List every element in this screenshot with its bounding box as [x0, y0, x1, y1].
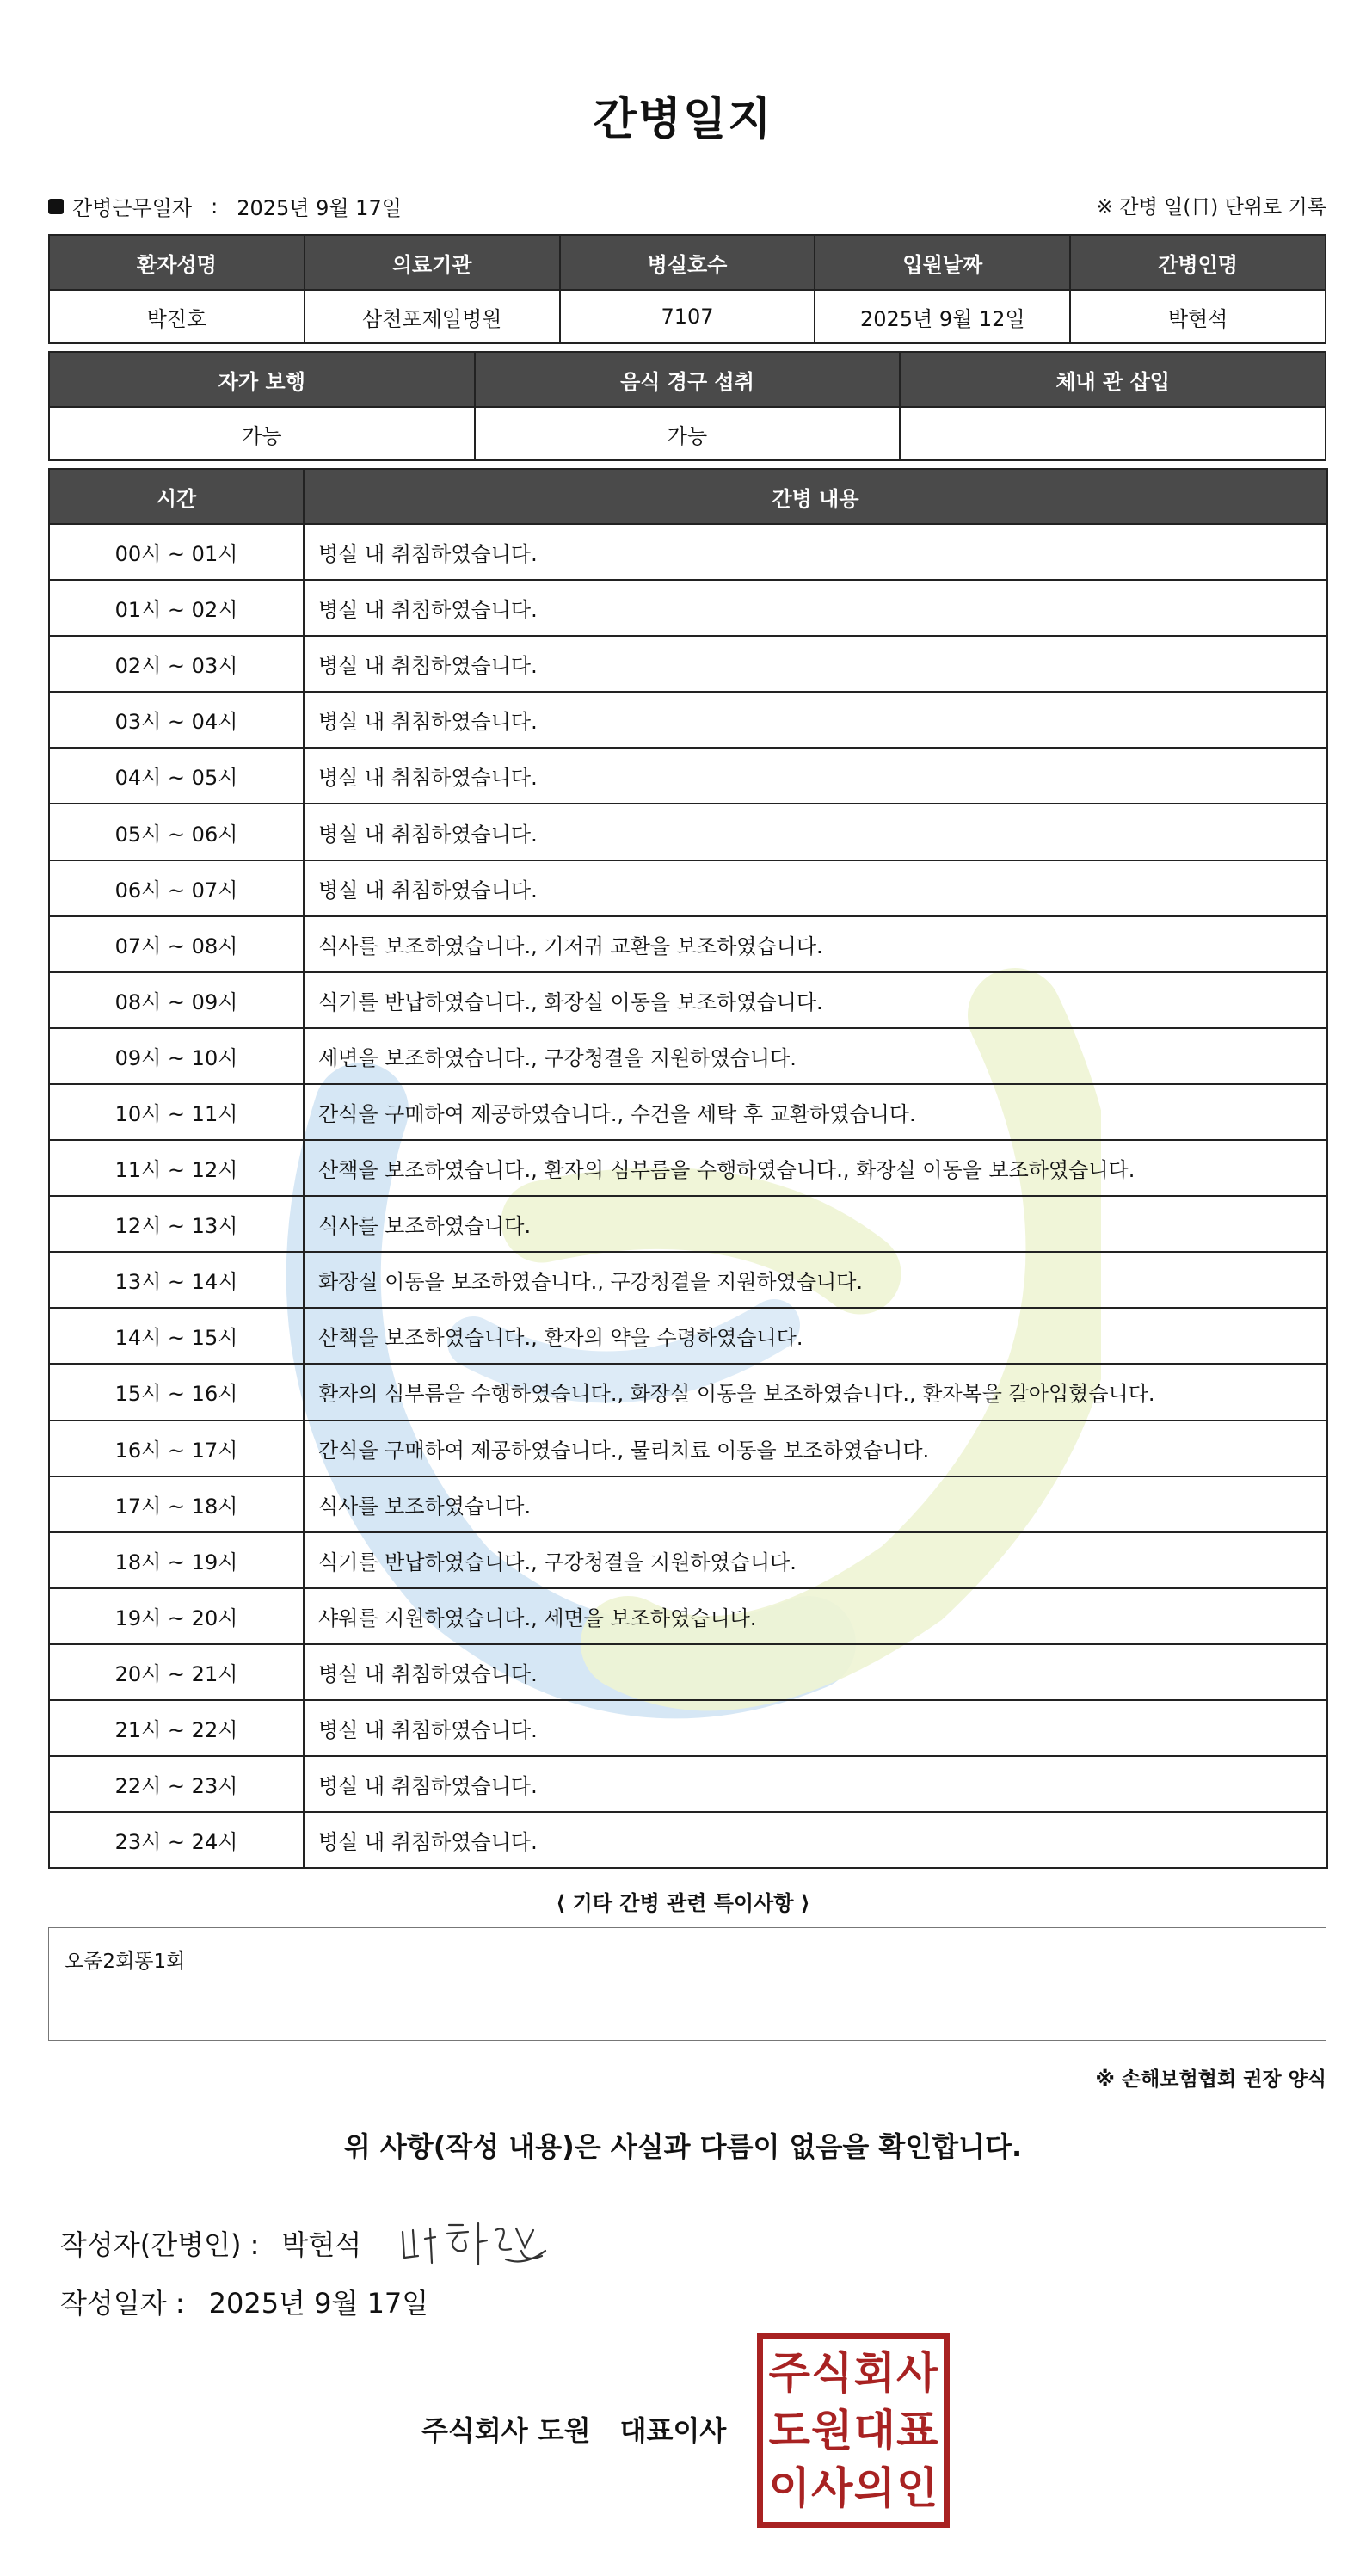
care-log-content: 병실 내 취침하였습니다.: [304, 748, 1327, 804]
seal-character: 의: [853, 2462, 895, 2513]
footnote: ※ 손해보험협회 권장 양식: [1095, 2068, 1326, 2091]
seal-character: 이: [768, 2462, 810, 2513]
writer-label: 작성자(간병인) :: [60, 2228, 260, 2261]
care-log-row: [49, 1196, 1327, 1252]
patient-info-value-row: [49, 290, 1326, 343]
self-walking-value: 가능: [49, 407, 475, 460]
care-log-table: [48, 468, 1328, 1869]
seal-character: 식: [811, 2348, 853, 2399]
header-tube-insertion: 체내 관 삽입: [900, 352, 1326, 407]
writer-row: [60, 2213, 551, 2273]
company-name: 주식회사 도원: [421, 2414, 591, 2447]
care-log-time: 17시 ~ 18시: [49, 1476, 304, 1532]
care-log-row: [49, 1308, 1327, 1364]
care-log-row: [49, 1420, 1327, 1476]
seal-character: 도: [768, 2405, 810, 2456]
header-room-number: 병실호수: [560, 235, 815, 290]
care-log-content: 병실 내 취침하였습니다.: [304, 580, 1327, 636]
care-log-time: 09시 ~ 10시: [49, 1028, 304, 1084]
care-log-content: 간식을 구매하여 제공하였습니다., 물리치료 이동을 보조하였습니다.: [304, 1420, 1327, 1476]
care-log-time: 16시 ~ 17시: [49, 1420, 304, 1476]
hospital-value: 삼천포제일병원: [305, 290, 560, 343]
seal-character: 대: [853, 2405, 895, 2456]
seal-character: 원: [811, 2405, 853, 2456]
header-self-walking: 자가 보행: [49, 352, 475, 407]
bullet-square-icon: [48, 199, 64, 214]
care-log-time: 18시 ~ 19시: [49, 1532, 304, 1588]
care-log-content: 샤워를 지원하였습니다., 세면을 보조하였습니다.: [304, 1588, 1327, 1644]
care-log-content: 산책을 보조하였습니다., 환자의 약을 수령하였습니다.: [304, 1308, 1327, 1364]
care-log-row: [49, 748, 1327, 804]
ability-header-row: [49, 352, 1326, 407]
care-log-time: 13시 ~ 14시: [49, 1252, 304, 1308]
care-log-row: [49, 1532, 1327, 1588]
meta-row: [48, 191, 1326, 225]
ability-value-row: [49, 407, 1326, 460]
care-log-header-row: [49, 469, 1327, 524]
care-log-content: 식기를 반납하였습니다., 구강청결을 지원하였습니다.: [304, 1532, 1327, 1588]
header-admission-date: 입원날짜: [815, 235, 1070, 290]
care-log-time: 01시 ~ 02시: [49, 580, 304, 636]
care-log-content: 병실 내 취침하였습니다.: [304, 636, 1327, 692]
care-log-row: [49, 1028, 1327, 1084]
care-log-content: 병실 내 취침하였습니다.: [304, 1812, 1327, 1868]
care-log-row: [49, 916, 1327, 972]
caregiver-name-value: 박현석: [1070, 290, 1326, 343]
care-log-time: 14시 ~ 15시: [49, 1308, 304, 1364]
care-log-row: [49, 1812, 1327, 1868]
tube-insertion-value: [900, 407, 1326, 460]
care-log-content: 병실 내 취침하였습니다.: [304, 804, 1327, 860]
page-title: 간병일지: [593, 94, 773, 145]
care-log-time: 15시 ~ 16시: [49, 1364, 304, 1420]
care-log-content: 병실 내 취침하였습니다.: [304, 1756, 1327, 1812]
care-log-row: [49, 1364, 1327, 1420]
care-log-row: [49, 1756, 1327, 1812]
care-log-content: 간식을 구매하여 제공하였습니다., 수건을 세탁 후 교환하였습니다.: [304, 1084, 1327, 1140]
care-log-row: [49, 1588, 1327, 1644]
care-log-content: 식사를 보조하였습니다.: [304, 1196, 1327, 1252]
care-log-content: 병실 내 취침하였습니다.: [304, 524, 1327, 580]
ability-table: [48, 351, 1326, 461]
seal-character: 표: [896, 2405, 938, 2456]
care-log-row: [49, 1476, 1327, 1532]
written-date-label: 작성일자 :: [60, 2287, 185, 2320]
work-date-label: 간병근무일자: [72, 196, 193, 220]
care-log-time: 02시 ~ 03시: [49, 636, 304, 692]
written-date-row: [60, 2282, 428, 2321]
care-log-content: 세면을 보조하였습니다., 구강청결을 지원하였습니다.: [304, 1028, 1327, 1084]
care-log-row: [49, 1084, 1327, 1140]
care-log-content: 병실 내 취침하였습니다.: [304, 1700, 1327, 1756]
care-log-content: 식사를 보조하였습니다., 기저귀 교환을 보조하였습니다.: [304, 916, 1327, 972]
care-log-time: 04시 ~ 05시: [49, 748, 304, 804]
care-log-content: 병실 내 취침하였습니다.: [304, 692, 1327, 748]
header-time: 시간: [49, 469, 304, 524]
seal-character: 회: [853, 2348, 895, 2399]
header-patient-name: 환자성명: [49, 235, 305, 290]
care-log-row: [49, 580, 1327, 636]
seal-character: 사: [896, 2348, 938, 2399]
notes-content: 오줌2회똥1회: [65, 1950, 186, 1973]
care-log-time: 00시 ~ 01시: [49, 524, 304, 580]
care-log-time: 10시 ~ 11시: [49, 1084, 304, 1140]
care-log-time: 21시 ~ 22시: [49, 1700, 304, 1756]
patient-info-table: [48, 234, 1326, 344]
room-number-value: 7107: [560, 290, 815, 343]
header-oral-intake: 음식 경구 섭취: [475, 352, 901, 407]
care-log-time: 05시 ~ 06시: [49, 804, 304, 860]
work-date-separator: :: [211, 194, 218, 219]
care-log-time: 03시 ~ 04시: [49, 692, 304, 748]
care-log-row: [49, 860, 1327, 916]
seal-character: 인: [896, 2462, 938, 2513]
care-log-time: 11시 ~ 12시: [49, 1140, 304, 1196]
care-log-time: 19시 ~ 20시: [49, 1588, 304, 1644]
care-log-content: 식사를 보조하였습니다.: [304, 1476, 1327, 1532]
handwritten-signature: [396, 2213, 551, 2273]
care-log-row: [49, 1140, 1327, 1196]
care-log-time: 23시 ~ 24시: [49, 1812, 304, 1868]
care-log-content: 병실 내 취침하였습니다.: [304, 860, 1327, 916]
patient-name-value: 박진호: [49, 290, 305, 343]
care-log-time: 12시 ~ 13시: [49, 1196, 304, 1252]
care-log-row: [49, 972, 1327, 1028]
confirmation-statement: 위 사항(작성 내용)은 사실과 다름이 없음을 확인합니다.: [343, 2130, 1023, 2163]
header-care-content: 간병 내용: [304, 469, 1327, 524]
care-log-row: [49, 524, 1327, 580]
company-title: 대표이사: [619, 2414, 727, 2447]
care-log-content: 화장실 이동을 보조하였습니다., 구강청결을 지원하였습니다.: [304, 1252, 1327, 1308]
care-log-time: 20시 ~ 21시: [49, 1644, 304, 1700]
care-log-row: [49, 804, 1327, 860]
care-log-row: [49, 1252, 1327, 1308]
care-log-time: 06시 ~ 07시: [49, 860, 304, 916]
care-log-row: [49, 636, 1327, 692]
care-log-time: 08시 ~ 09시: [49, 972, 304, 1028]
work-date: [48, 191, 402, 221]
header-caregiver-name: 간병인명: [1070, 235, 1326, 290]
work-date-value: 2025년 9월 17일: [237, 196, 402, 220]
care-log-row: [49, 1644, 1327, 1700]
record-unit-note: ※ 간병 일(日) 단위로 기록: [1096, 196, 1326, 219]
oral-intake-value: 가능: [475, 407, 901, 460]
care-log-content: 식기를 반납하였습니다., 화장실 이동을 보조하였습니다.: [304, 972, 1327, 1028]
care-log-row: [49, 1700, 1327, 1756]
care-log-time: 22시 ~ 23시: [49, 1756, 304, 1812]
writer-name: 박현석: [281, 2228, 362, 2261]
care-log-time: 07시 ~ 08시: [49, 916, 304, 972]
care-log-content: 환자의 심부름을 수행하였습니다., 화장실 이동을 보조하였습니다., 환자복을 갈아입혔습니다.: [304, 1364, 1327, 1420]
notes-title: ⟨ 기타 간병 관련 특이사항 ⟩: [556, 1891, 810, 1915]
care-log-content: 병실 내 취침하였습니다.: [304, 1644, 1327, 1700]
company-seal: [757, 2333, 950, 2528]
patient-info-header-row: [49, 235, 1326, 290]
notes-box: [48, 1927, 1326, 2041]
company-signature: [421, 2409, 755, 2449]
written-date-value: 2025년 9월 17일: [208, 2287, 429, 2320]
header-hospital: 의료기관: [305, 235, 560, 290]
admission-date-value: 2025년 9월 12일: [815, 290, 1070, 343]
seal-character: 사: [811, 2462, 853, 2513]
care-log-row: [49, 692, 1327, 748]
seal-character: 주: [768, 2348, 810, 2399]
care-log-content: 산책을 보조하였습니다., 환자의 심부름을 수행하였습니다., 화장실 이동을 보조하였습니다.: [304, 1140, 1327, 1196]
